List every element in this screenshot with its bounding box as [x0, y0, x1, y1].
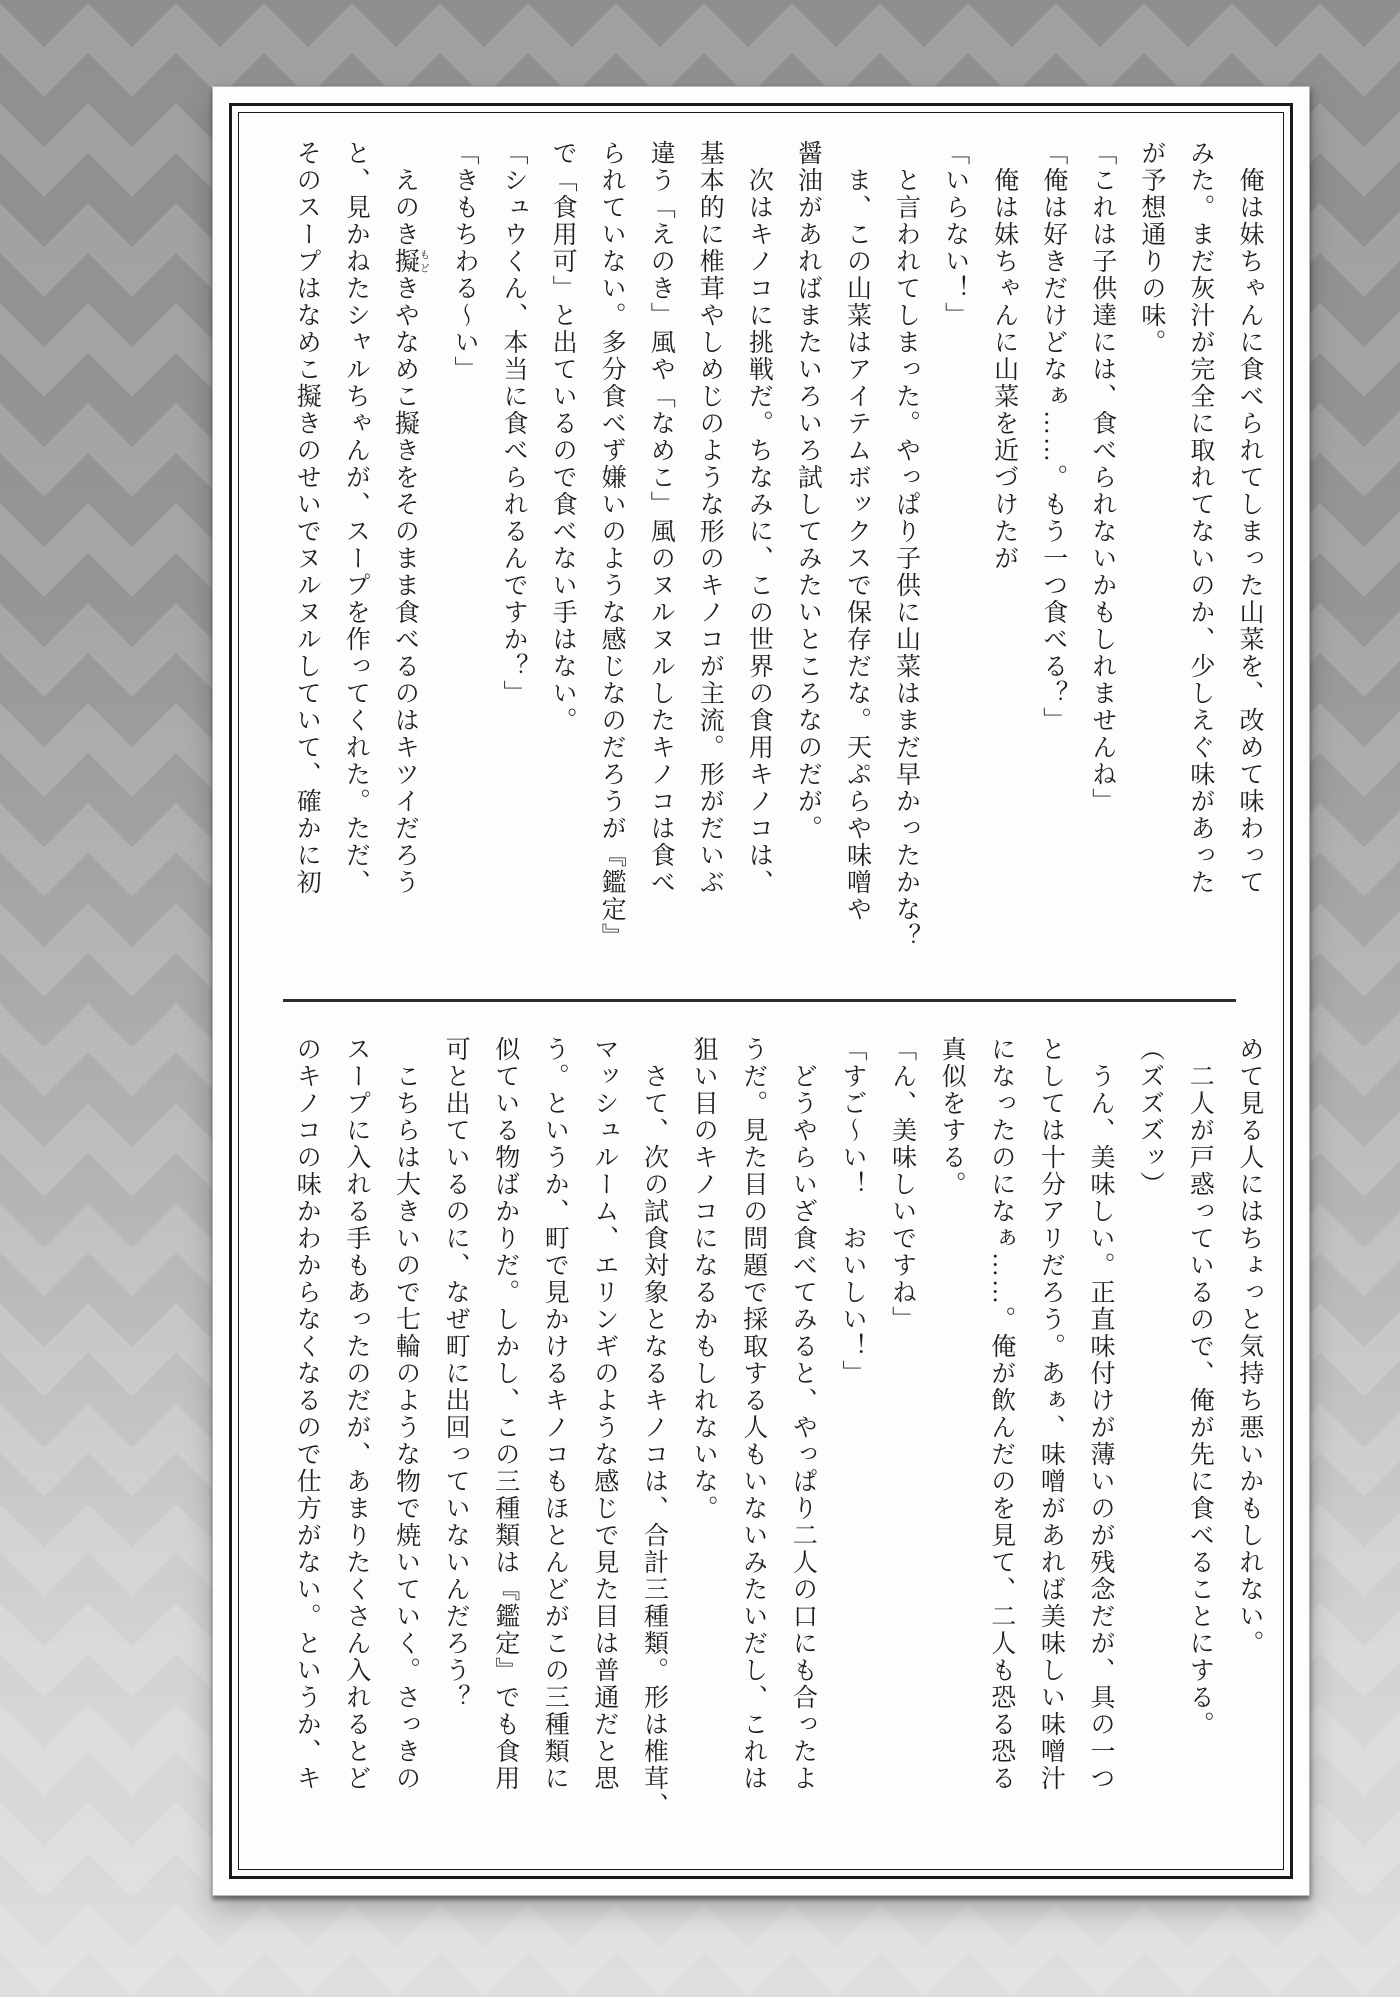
text-column: 俺は妹ちゃんに山菜を近づけたが	[990, 167, 1018, 572]
text-column: マッシュルーム、エリンギのような感じで見た目は普通だと思	[590, 1036, 618, 1792]
text-column: 真似をする。	[938, 1036, 966, 1198]
text-column: 「きもちわる〜い」	[450, 140, 478, 383]
text-column: 違う「えのき」風や「なめこ」風のヌルヌルしたキノコは食べ	[647, 140, 675, 896]
text-column: こちらは大きいので七輪のような物で焼いていく。さっきの	[392, 1063, 420, 1792]
text-column: られていない。多分食べず嫌いのような感じなのだろうが『鑑定』	[598, 140, 626, 950]
text-column: としては十分アリだろう。あぁ、味噌があれば美味しい味噌汁	[1037, 1036, 1065, 1792]
text-column: どうやらいざ食べてみると、やっぱり二人の口にも合ったよ	[789, 1063, 817, 1792]
section-divider	[283, 999, 1236, 1002]
text-column: みた。まだ灰汁が完全に取れてないのか、少しえぐ味があった	[1186, 140, 1214, 896]
text-column: が予想通りの味。	[1137, 140, 1165, 356]
text-column: スープに入れる手もあったのだが、あまりたくさん入れるとど	[342, 1036, 370, 1792]
text-column: 「いらない！」	[941, 140, 969, 329]
text-column: で「食用可」と出ているので食べない手はない。	[549, 140, 577, 734]
text-column: えのき擬 もどきやなめこ擬きをそのまま食べるのはキツイだろう	[391, 167, 429, 896]
page-content	[238, 112, 1284, 1870]
text-column: 次はキノコに挑戦だ。ちなみに、この世界の食用キノコは、	[745, 167, 773, 896]
text-column: そのスープはなめこ擬きのせいでヌルヌルしていて、確かに初	[293, 140, 321, 896]
text-column: さて、次の試食対象となるキノコは、合計三種類。形は椎茸、	[640, 1063, 668, 1819]
text-column: う。というか、町で見かけるキノコもほとんどがこの三種類に	[541, 1036, 569, 1792]
text-column: と、見かねたシャルちゃんが、スープを作ってくれた。ただ、	[342, 140, 370, 896]
text-column: めて見る人にはちょっと気持ち悪いかもしれない。	[1235, 1036, 1263, 1657]
text-column: 「ん、美味しいですね」	[888, 1036, 916, 1333]
text-column: 「これは子供達には、食べられないかもしれませんね」	[1088, 140, 1116, 815]
book-page	[212, 86, 1310, 1896]
text-column: ま、この山菜はアイテムボックスで保存だな。天ぷらや味噌や	[843, 167, 871, 923]
text-column: うん、美味しい。正直味付けが薄いのが残念だが、具の一つ	[1087, 1063, 1114, 1792]
text-column: のキノコの味かわからなくなるので仕方がない。というか、キ	[293, 1036, 321, 1792]
text-column: 二人が戸惑っているので、俺が先に食べることにする。	[1186, 1063, 1214, 1738]
text-column: 醤油があればまたいろいろ試してみたいところなのだが。	[794, 140, 822, 842]
text-column: 似ている物ばかりだ。しかし、この三種類は『鑑定』でも食用	[491, 1036, 519, 1792]
text-column: と言われてしまった。やっぱり子供に山菜はまだ早かったかな？	[892, 167, 920, 950]
text-column: になったのになぁ……。俺が飲んだのを見て、二人も恐る恐る	[987, 1036, 1015, 1792]
text-section-top	[293, 140, 1262, 974]
text-column: 基本的に椎茸やしめじのような形のキノコが主流。形がだいぶ	[696, 140, 724, 896]
text-column: 俺は妹ちゃんに食べられてしまった山菜を、改めて味わって	[1235, 167, 1263, 896]
text-column: 可と出ているのに、なぜ町に出回っていないんだろう？	[442, 1036, 470, 1711]
text-column: 「すご〜い！ おいしい！」	[838, 1036, 866, 1387]
text-column: うだ。見た目の問題で採取する人もいないみたいだし、これは	[739, 1036, 767, 1792]
text-column: 「シュウくん、本当に食べられるんですか？」	[500, 140, 527, 707]
furigana: 擬 もど	[391, 248, 429, 275]
text-column: 狙い目のキノコになるかもしれないな。	[690, 1036, 718, 1522]
text-section-bottom	[293, 1036, 1262, 1870]
text-column: 「俺は好きだけどなぁ……。もう一つ食べる？」	[1039, 140, 1067, 734]
text-column: （ズズズッ）	[1136, 1036, 1164, 1198]
